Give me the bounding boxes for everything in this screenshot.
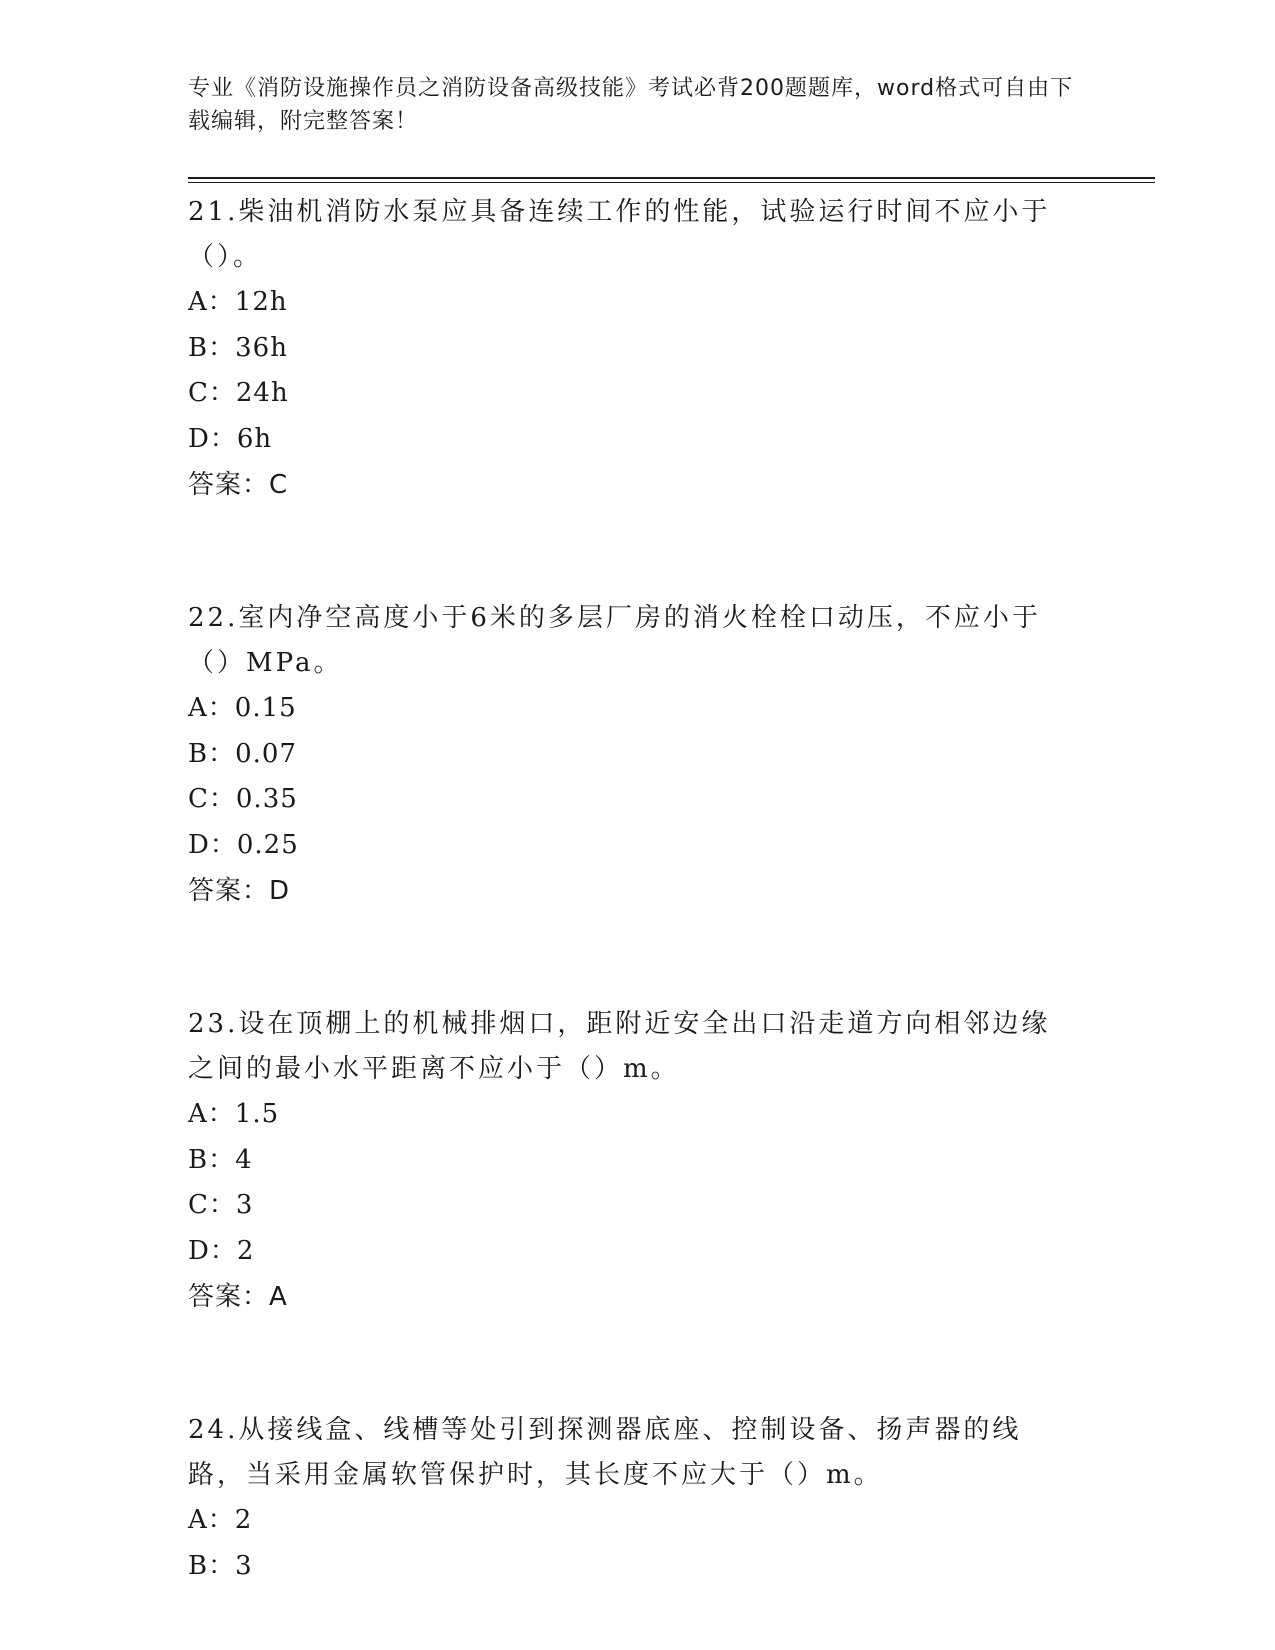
- option-a: A：12h: [188, 287, 288, 317]
- question-23: [188, 1002, 1088, 1320]
- question-21: [188, 190, 1088, 508]
- header-divider-thick: [188, 177, 1155, 179]
- header-divider-thin: [188, 182, 1155, 183]
- question-text: 23.设在顶棚上的机械排烟口，距附近安全出口沿走道方向相邻边缘之间的最小水平距离不应小于（）m。: [188, 1009, 1051, 1084]
- option-b: B：3: [188, 1550, 253, 1581]
- option-c: C：0.35: [188, 784, 298, 814]
- question-text: 22.室内净空高度小于6米的多层厂房的消火栓栓口动压，不应小于（）MPa。: [188, 603, 1041, 678]
- answer-line: 答案：A: [188, 1282, 288, 1312]
- option-a: A：1.5: [188, 1099, 280, 1129]
- option-a: A：0.15: [188, 693, 297, 723]
- option-c: C：3: [188, 1190, 254, 1220]
- answer-line: 答案：C: [188, 470, 289, 500]
- option-b: B：0.07: [188, 738, 297, 769]
- option-b: B：4: [188, 1144, 253, 1175]
- question-text: 21.柴油机消防水泵应具备连续工作的性能，试验运行时间不应小于（）。: [188, 197, 1051, 272]
- option-a: A：2: [188, 1505, 253, 1535]
- option-d: D：6h: [188, 423, 273, 454]
- question-22: [188, 596, 1088, 914]
- question-24: [188, 1408, 1088, 1589]
- document-header: 专业《消防设施操作员之消防设备高级技能》考试必背200题题库，word格式可自由下载编辑，附完整答案！: [188, 76, 1074, 134]
- option-b: B：36h: [188, 332, 288, 363]
- question-list: [188, 190, 1088, 1589]
- question-text: 24.从接线盒、线槽等处引到探测器底座、控制设备、扬声器的线路，当采用金属软管保护时，其长度不应大于（）m。: [188, 1415, 1022, 1490]
- option-d: D：0.25: [188, 829, 299, 860]
- option-d: D：2: [188, 1235, 255, 1266]
- answer-line: 答案：D: [188, 876, 291, 906]
- option-c: C：24h: [188, 378, 289, 408]
